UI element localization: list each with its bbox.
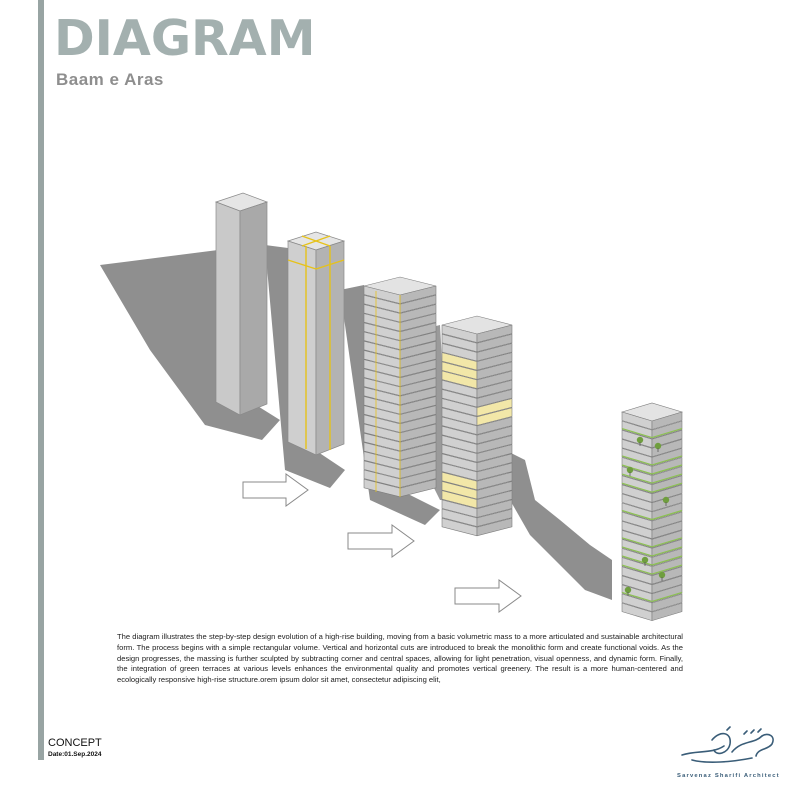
block-1-left-face [216,202,240,415]
stage-5-green-terraces [622,403,682,621]
shadow-stage-4 [505,450,612,600]
page-title: DIAGRAM [54,10,316,67]
logo-caption: Sarvenaz Sharifi Architect [677,773,780,779]
date-label: Date:01.Sep.2024 [48,751,102,758]
arrow-2 [348,525,414,557]
stage-2-cut-lines [288,232,344,455]
stage-3-articulated-floors [364,277,436,497]
concept-label: CONCEPT [48,737,102,749]
block-2-left-face [288,241,316,455]
page-subtitle: Baam e Aras [56,70,164,89]
stage-1-massing-block [216,193,267,415]
arrow-3 [455,580,521,612]
arrow-1 [243,474,308,506]
block-1-right-face [240,202,267,415]
stage-4-subtracted-voids [442,316,512,536]
description-text: The diagram illustrates the step-by-step design evolution of a high-rise building, moving from a basic volumetric mass to a more articulated and sustainable architectural form. The process begins with a simple rectangular volume. Vertical and horizontal cuts are introduced to break the monolithic form and create functional voids. As the design progresses, the massing is further sculpted by subtracting corner and central spaces, allowing for light penetration, visual openness, and dynamic form. Finally, the integration of green terraces at various levels enhances the environmental quality and promotes vertical greenery. The result is a more human-centered and ecologically responsive high-rise structure.orem ipsum dolor sit amet, consectetur adipiscing elit, [117,632,683,685]
